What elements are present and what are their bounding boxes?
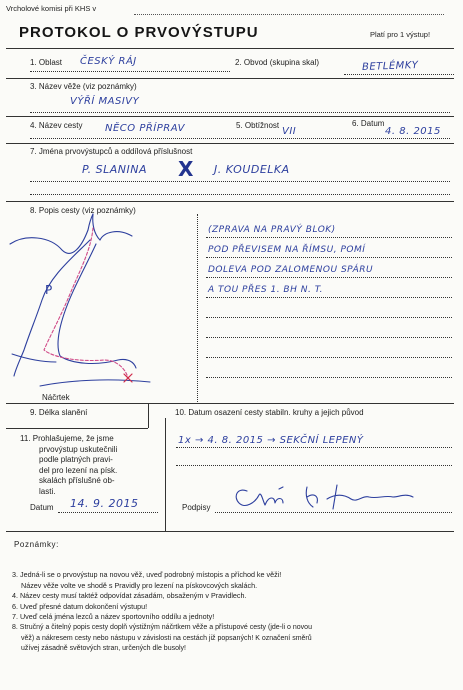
rappel-bottom — [6, 428, 148, 429]
note-item: 6. Uveď přesné datum dokončení výstupu! — [12, 601, 148, 611]
notes-list — [12, 570, 457, 655]
note-item: užívej zásadně světových stran, určených dle busoly! — [21, 645, 186, 653]
district-value: BETLÉMKY — [361, 60, 419, 73]
signature-stroke — [306, 487, 317, 507]
route-sketch — [0, 210, 200, 400]
declaration-line: podle platných pravi- — [39, 455, 113, 464]
description-line-2: POD PŘEVISEM NA ŘÍMSU, POMÍ — [208, 245, 366, 255]
row-divider-1 — [6, 78, 454, 79]
description-rule-5 — [206, 317, 452, 318]
climber-signatures — [225, 481, 425, 513]
description-rule-2 — [206, 257, 452, 258]
rappel-divider — [148, 403, 149, 428]
area-underline — [30, 71, 230, 72]
route-underline — [30, 138, 450, 139]
route-line — [44, 228, 128, 378]
page-title: PROTOKOL O PRVOVÝSTUPU — [19, 24, 259, 41]
notes-title: Poznámky: — [14, 540, 59, 549]
area-label: 1. Oblast — [30, 58, 63, 67]
row-divider-4 — [6, 201, 454, 202]
date-value: 4. 8. 2015 — [385, 126, 441, 137]
area-value: ČESKÝ RÁJ — [80, 56, 137, 67]
anchors-divider — [165, 418, 166, 531]
description-rule-3 — [206, 277, 452, 278]
climber-separator: X — [178, 157, 194, 181]
difficulty-value: VII — [282, 126, 297, 137]
signature-stroke — [327, 485, 413, 509]
rock-outline — [14, 240, 90, 376]
note-item: 3. Jedná-li se o prvovýstup na novou věž, uveď podrobný místopis a příchod ke věži! — [12, 570, 282, 579]
description-line-1: (ZPRAVA NA PRAVÝ BLOK) — [208, 225, 336, 235]
rock-outline — [40, 380, 150, 386]
declaration-text — [20, 434, 165, 497]
row-divider-5 — [6, 403, 454, 404]
sign-date-underline — [58, 512, 158, 513]
header-divider — [6, 48, 454, 49]
description-rule-7 — [206, 357, 452, 358]
rock-outline — [93, 214, 100, 240]
tower-label: 3. Název věže (viz poznámky) — [30, 82, 137, 91]
climber-2: J. KOUDELKA — [214, 163, 290, 176]
anchors-rule-1 — [176, 447, 452, 448]
anchors-value: 1x → 4. 8. 2015 → SEKČNÍ LEPENÝ — [178, 435, 364, 446]
description-line-3: DOLEVA POD ZALOMENOU SPÁRU — [208, 265, 374, 275]
tower-underline — [30, 112, 450, 113]
declaration-line: prvovýstup uskutečnili — [39, 444, 118, 454]
climbers-underline-1 — [30, 181, 450, 182]
signature-stroke — [236, 490, 283, 505]
declaration-line: skalách příslušné ob- — [39, 476, 115, 485]
description-rule-4 — [206, 297, 452, 298]
description-label: 8. Popis cesty (viz poznámky) — [30, 206, 136, 215]
declaration-line: 11. Prohlašujeme, že jsme — [20, 434, 114, 443]
climbers-underline-2 — [30, 194, 450, 195]
sketch-label: Náčrtek — [42, 393, 70, 402]
difficulty-label: 5. Obtížnost — [236, 121, 280, 130]
route-value: NĚCO PŘÍPRAV — [105, 123, 185, 134]
climbers-label: 7. Jména prvovýstupců a oddílová příslušnost — [30, 147, 193, 156]
description-rule-6 — [206, 337, 452, 338]
note-item: 7. Uveď celá jména lezců a název sportovního oddílu a jednoty! — [12, 612, 215, 622]
commission-blank — [134, 14, 444, 15]
description-rule-1 — [206, 237, 452, 238]
note-item: Název věže volte ve shodě s Pravidly pro lezení na pískovcových skalách. — [21, 580, 258, 590]
declaration-line: del pro lezení na písk. — [39, 465, 118, 475]
sign-date-value: 14. 9. 2015 — [70, 497, 139, 510]
rappel-label: 9. Délka slanění — [30, 408, 88, 417]
row-divider-2 — [6, 116, 454, 117]
district-underline — [344, 74, 454, 75]
declaration-line: lasti. — [39, 486, 56, 496]
route-label: 4. Název cesty — [30, 121, 83, 130]
district-label: 2. Obvod (skupina skal) — [235, 58, 320, 67]
anchors-rule-2 — [176, 465, 452, 466]
rock-outline — [12, 354, 56, 362]
row-divider-3 — [6, 143, 454, 144]
signatures-label: Podpisy — [182, 503, 211, 512]
commission-line: Vrcholové komisi při KHS v — [6, 4, 97, 13]
note-item: 4. Název cesty musí taktéž odpovídat zásadám, obsaženým v Pravidlech. — [12, 591, 247, 601]
anchors-label: 10. Datum osazení cesty stabiln. kruhy a jejich původ — [175, 408, 364, 417]
description-rule-8 — [206, 377, 452, 378]
sketch-letter: P — [45, 283, 53, 297]
signature-stroke — [279, 487, 283, 489]
climber-1: P. SLANINA — [82, 163, 147, 176]
validity-note: Platí pro 1 výstup! — [370, 30, 431, 39]
tower-value: VÝŘÍ MASIVY — [70, 96, 140, 107]
rock-outline — [100, 232, 132, 240]
rock-outline — [58, 244, 136, 368]
sign-date-label: Datum — [30, 503, 54, 512]
description-line-4: A TOU PŘES 1. BH N. T. — [208, 285, 323, 295]
notes-divider — [6, 531, 454, 532]
note-item: 8. Stručný a čitelný popis cesty doplň výstižným náčrtkem věže a přístupové cesty (jde-li o novou — [12, 623, 312, 631]
note-item: věž) a nákresem cesty nebo nástupu v závislosti na cestách již popsaných! K označení směrů — [21, 634, 312, 642]
date-label: 6. Datum — [352, 119, 385, 128]
rock-outline — [10, 214, 93, 253]
